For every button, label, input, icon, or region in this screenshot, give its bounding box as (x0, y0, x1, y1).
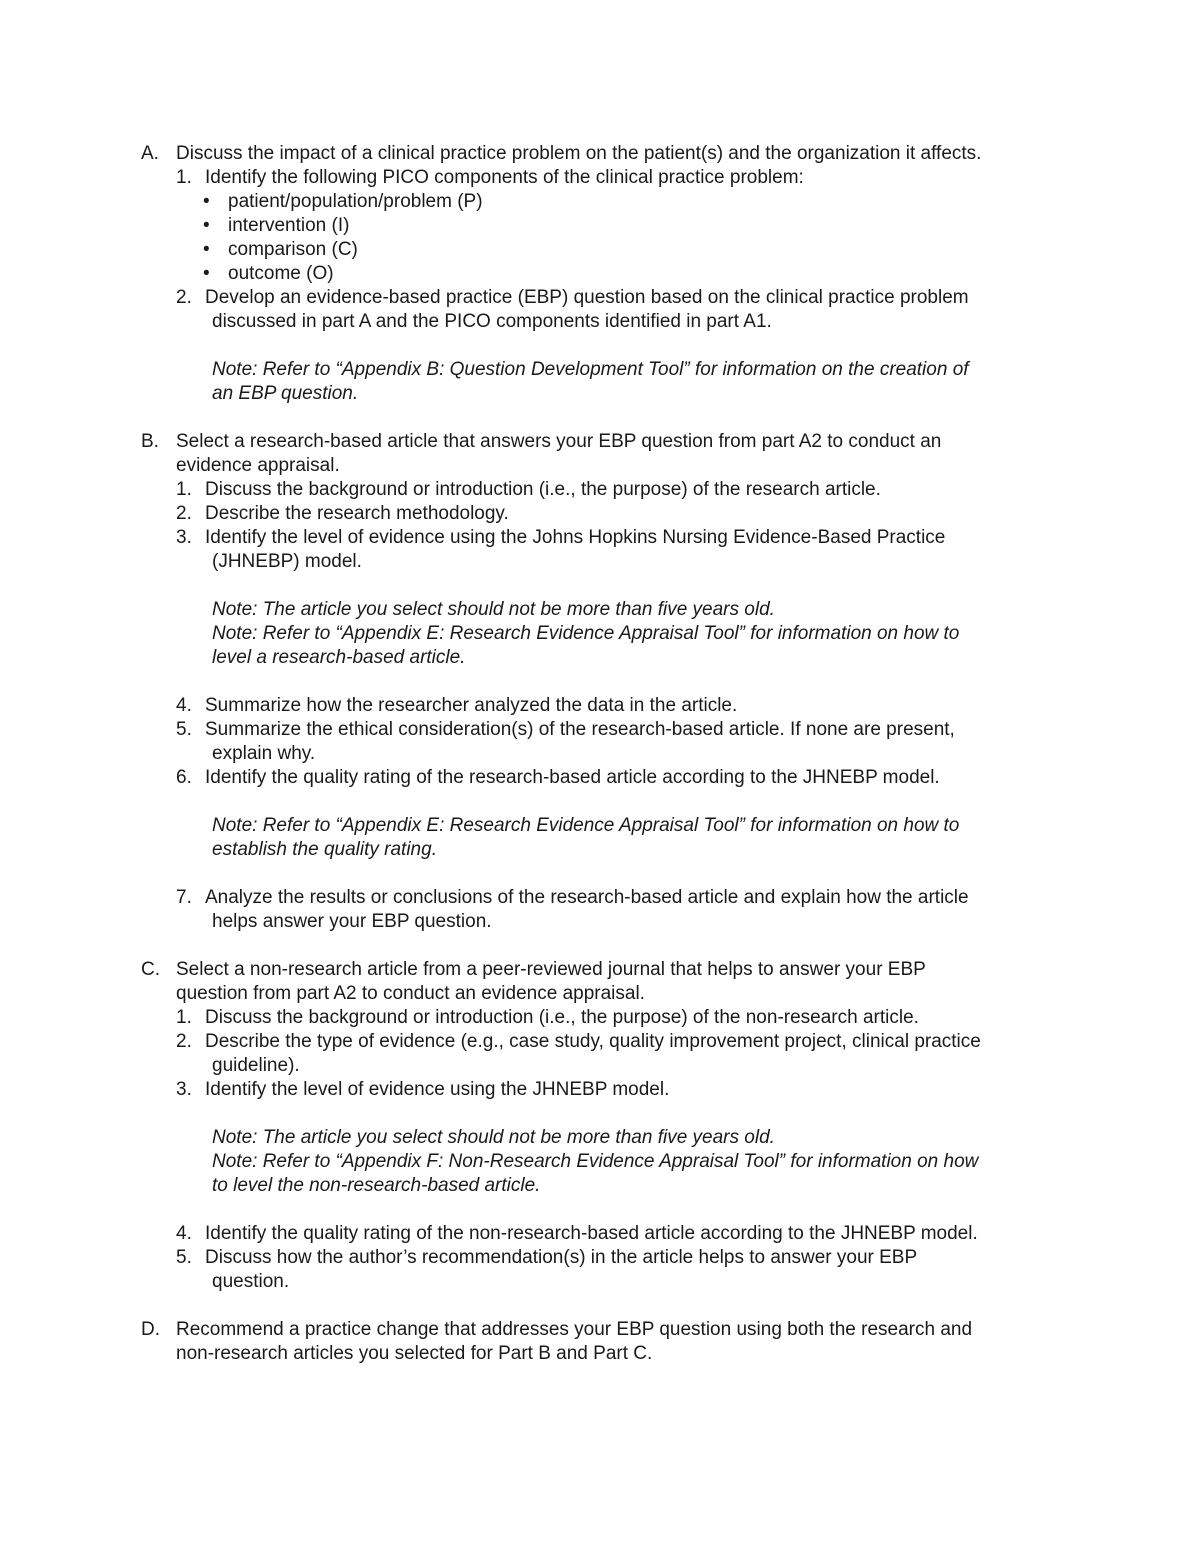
section-continuation: question from part A2 to conduct an evidence appraisal. (176, 983, 645, 1004)
bullet-icon: • (203, 191, 210, 212)
section-continuation: non-research articles you selected for Part B and Part C. (176, 1343, 653, 1364)
item-b4 (0, 694, 1065, 718)
item-c5 (0, 1246, 1065, 1270)
note-line: Note: The article you select should not be more than five years old. (212, 1127, 775, 1148)
item-text: Summarize the ethical consideration(s) of the research-based article. If none are present, (205, 719, 955, 740)
note-b3 (0, 598, 1062, 670)
note-line: establish the quality rating. (212, 839, 437, 860)
item-continuation: explain why. (212, 743, 316, 764)
item-c2 (0, 1030, 1065, 1054)
section-letter: D. (141, 1319, 160, 1340)
item-number: 4. (176, 1223, 192, 1244)
note-line: an EBP question. (212, 383, 359, 404)
note-line: Note: Refer to “Appendix B: Question Development Tool” for information on the creation of (212, 359, 969, 380)
note-line: level a research-based article. (212, 647, 466, 668)
section-continuation: evidence appraisal. (176, 455, 340, 476)
item-number: 2. (176, 503, 192, 524)
item-continuation: discussed in part A and the PICO components identified in part A1. (212, 311, 772, 332)
document-body (0, 142, 1200, 1390)
section-c (0, 958, 1200, 1294)
item-continuation: guideline). (212, 1055, 300, 1076)
item-text: Develop an evidence-based practice (EBP) question based on the clinical practice problem (205, 287, 969, 308)
item-continuation: question. (212, 1271, 290, 1292)
note-line: Note: Refer to “Appendix E: Research Evidence Appraisal Tool” for information on how to (212, 623, 960, 644)
item-c3 (0, 1078, 1065, 1102)
section-b (0, 430, 1200, 934)
item-text: Identify the level of evidence using the JHNEBP model. (205, 1079, 670, 1100)
item-number: 5. (176, 1247, 192, 1268)
item-a1 (0, 166, 1065, 190)
section-a (0, 142, 1200, 406)
section-text: Select a research-based article that answers your EBP question from part A2 to conduct an (176, 431, 942, 452)
note-a2 (0, 358, 1062, 406)
item-number: 2. (176, 287, 192, 308)
note-c3 (0, 1126, 1062, 1198)
item-text: Analyze the results or conclusions of the research-based article and explain how the article (205, 887, 969, 908)
item-number: 7. (176, 887, 192, 908)
item-text: Discuss the background or introduction (i.e., the purpose) of the research article. (205, 479, 881, 500)
section-b-heading (0, 430, 1056, 454)
section-text: Select a non-research article from a peer-reviewed journal that helps to answer your EBP (176, 959, 926, 980)
section-letter: C. (141, 959, 160, 980)
section-d (0, 1318, 1200, 1366)
item-text: Identify the quality rating of the non-research-based article according to the JHNEBP model. (205, 1223, 978, 1244)
bullet-item (0, 238, 1200, 262)
item-text: Discuss the background or introduction (i.e., the purpose) of the non-research article. (205, 1007, 919, 1028)
section-a-heading (0, 142, 1056, 166)
item-b6 (0, 766, 1065, 790)
item-c4 (0, 1222, 1065, 1246)
bullet-text: intervention (I) (228, 215, 350, 236)
item-b1 (0, 478, 1065, 502)
item-text: Summarize how the researcher analyzed the data in the article. (205, 695, 738, 716)
bullet-text: outcome (O) (228, 263, 334, 284)
section-letter: A. (141, 143, 159, 164)
item-text: Identify the following PICO components of the clinical practice problem: (205, 167, 804, 188)
bullet-item (0, 214, 1200, 238)
item-b3 (0, 526, 1065, 550)
section-letter: B. (141, 431, 159, 452)
item-text: Describe the type of evidence (e.g., case study, quality improvement project, clinical practice (205, 1031, 981, 1052)
item-number: 2. (176, 1031, 192, 1052)
bullet-icon: • (203, 263, 210, 284)
bullet-text: patient/population/problem (P) (228, 191, 483, 212)
item-text: Describe the research methodology. (205, 503, 509, 524)
item-text: Identify the level of evidence using the Johns Hopkins Nursing Evidence-Based Practice (205, 527, 946, 548)
item-text: Discuss how the author’s recommendation(s) in the article helps to answer your EBP (205, 1247, 918, 1268)
item-number: 1. (176, 1007, 192, 1028)
item-continuation: helps answer your EBP question. (212, 911, 492, 932)
item-number: 3. (176, 527, 192, 548)
item-b5 (0, 718, 1065, 742)
section-text: Discuss the impact of a clinical practice problem on the patient(s) and the organization it affects. (176, 143, 982, 164)
section-c-heading (0, 958, 1056, 982)
item-number: 5. (176, 719, 192, 740)
item-number: 3. (176, 1079, 192, 1100)
bullet-icon: • (203, 239, 210, 260)
item-a2 (0, 286, 1065, 310)
item-number: 6. (176, 767, 192, 788)
bullet-item (0, 190, 1200, 214)
bullet-item (0, 262, 1200, 286)
item-text: Identify the quality rating of the research-based article according to the JHNEBP model. (205, 767, 940, 788)
item-number: 1. (176, 167, 192, 188)
section-text: Recommend a practice change that addresses your EBP question using both the research and (176, 1319, 973, 1340)
item-number: 1. (176, 479, 192, 500)
note-b6 (0, 814, 1062, 862)
note-line: Note: The article you select should not be more than five years old. (212, 599, 775, 620)
section-d-heading (0, 1318, 1056, 1342)
item-b2 (0, 502, 1065, 526)
item-continuation: (JHNEBP) model. (212, 551, 362, 572)
item-b7 (0, 886, 1065, 910)
item-number: 4. (176, 695, 192, 716)
item-c1 (0, 1006, 1065, 1030)
note-line: Note: Refer to “Appendix E: Research Evidence Appraisal Tool” for information on how to (212, 815, 960, 836)
note-line: Note: Refer to “Appendix F: Non-Research Evidence Appraisal Tool” for information on how (212, 1151, 979, 1172)
note-line: to level the non-research-based article. (212, 1175, 541, 1196)
bullet-icon: • (203, 215, 210, 236)
bullet-text: comparison (C) (228, 239, 358, 260)
